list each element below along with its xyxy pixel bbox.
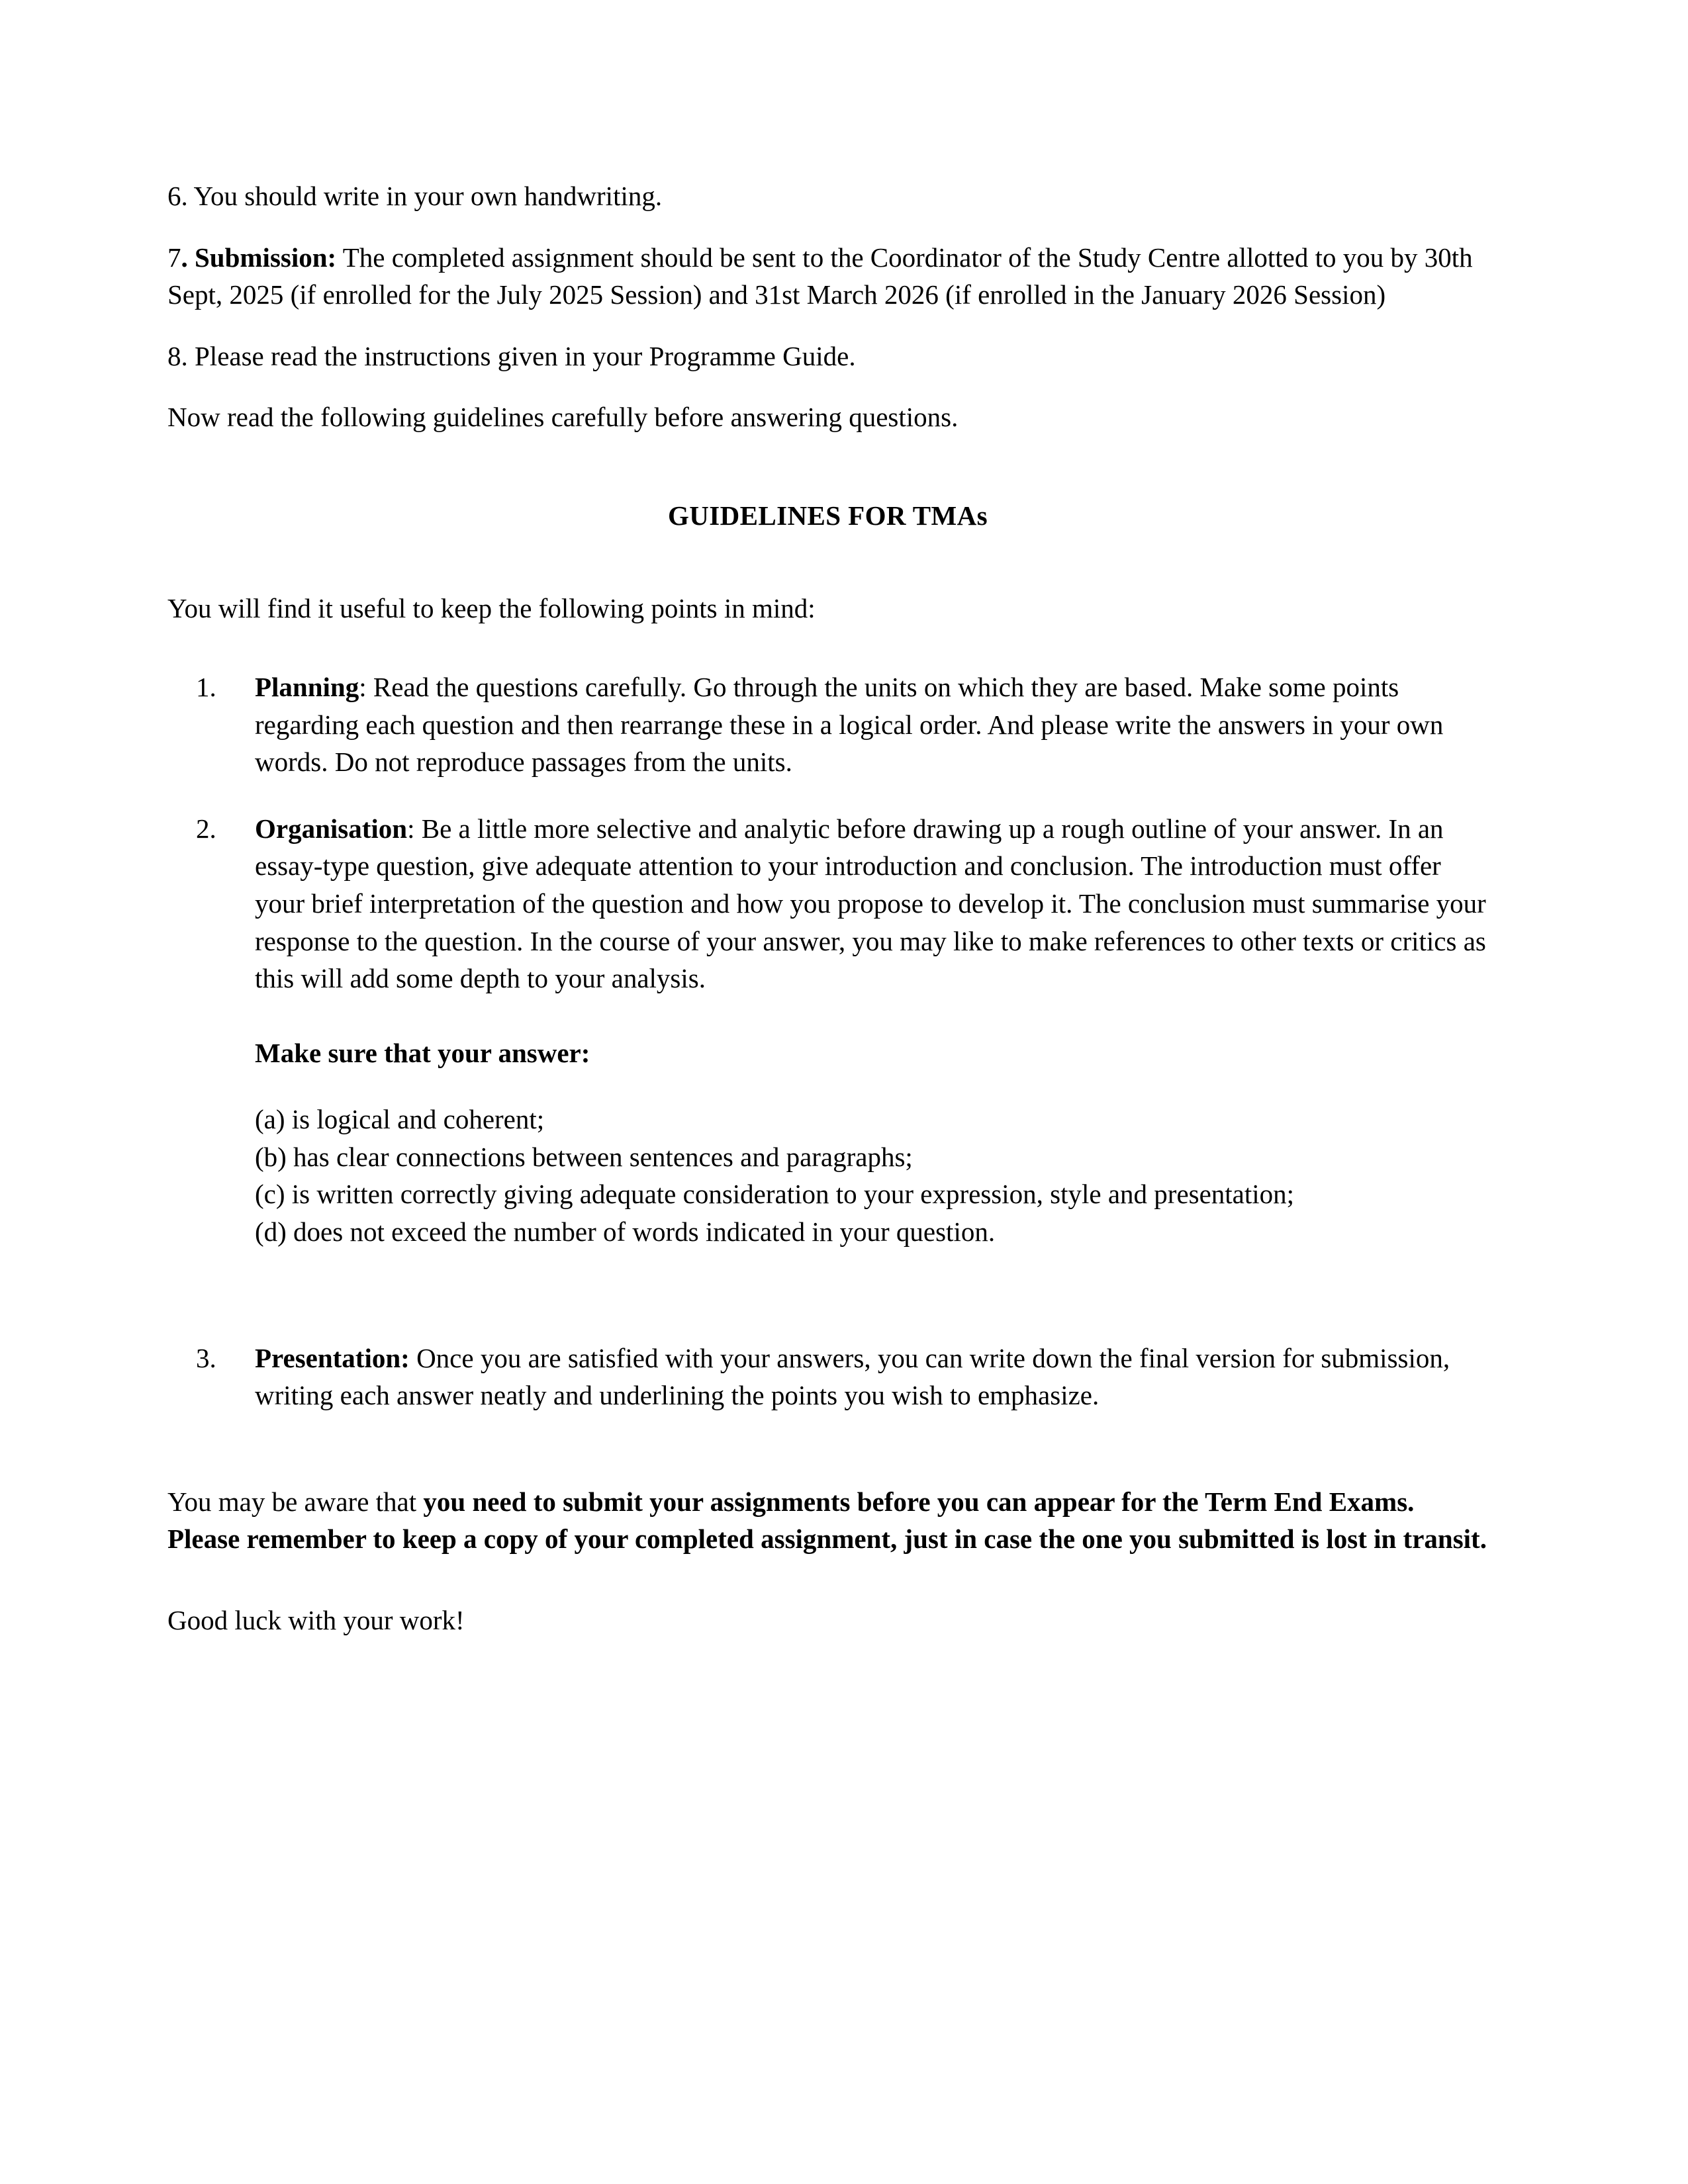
heading-spacer (167, 477, 1488, 497)
guideline-item-organisation (223, 810, 1488, 1310)
answer-criterion-a: (a) is logical and coherent; (255, 1104, 545, 1135)
guideline-planning-paragraph (255, 668, 1488, 781)
guideline-presentation-body: Once you are satisfied with your answers, you can write down the final version for submission, writing each answer neatly and underlining the points you wish to emphasize. (255, 1342, 1450, 1411)
answer-criterion-c: (c) is written correctly giving adequate consideration to your expression, style and presentation; (255, 1179, 1295, 1210)
guideline-organisation-label: Organisation (255, 813, 408, 844)
guideline-planning-label: Planning (255, 672, 359, 703)
item-7-body: The completed assignment should be sent to the Coordinator of the Study Centre allotted to you by 30th Sept, 2025 (if enrolled for the July 2025 Session) and 31st March 2026 (if enrolled in the January 2026 Session) (167, 242, 1473, 310)
pre-goodluck-spacer (167, 1582, 1488, 1602)
guideline-presentation-separator (410, 1343, 416, 1373)
guideline-organisation-separator: : (407, 813, 422, 844)
item-7-lead-bold: . Submission: (181, 242, 337, 273)
instruction-item-8: 8. Please read the instructions given in your Programme Guide. (167, 340, 856, 371)
answer-criterion-b: (b) has clear connections between sentences and paragraphs; (255, 1141, 913, 1172)
closing-bold: you need to submit your assignments before you can appear for the Term End Exams. Please remember to keep a copy of your completed assignment, just in case the one you submitted is lost in transit. (167, 1486, 1487, 1555)
guideline-presentation-paragraph (255, 1340, 1488, 1414)
guideline-item-presentation (223, 1340, 1488, 1414)
post-criteria-spacer (255, 1251, 1488, 1310)
guideline-item-planning (223, 668, 1488, 781)
now-read-line: Now read the following guidelines carefully before answering questions. (167, 402, 959, 433)
page-title: GUIDELINES FOR TMAs (668, 500, 988, 531)
guidelines-list (167, 668, 1488, 1414)
intro-line: You will find it useful to keep the following points in mind: (167, 593, 816, 624)
guideline-planning-separator: : (359, 672, 373, 703)
pre-closing-spacer (167, 1443, 1488, 1483)
guideline-organisation-body: Be a little more selective and analytic before drawing up a rough outline of your answer. In an essay-type question, give adequate attention to your introduction and conclusion. The introduction must offer your brief interpretation of the question and how you propose to develop it. The conclusion must summarise your response to the question. In the course of your answer, you may like to make references to other texts or critics as this will add some depth to your analysis. (255, 813, 1486, 994)
instruction-item-6: 6. You should write in your own handwriting. (167, 181, 663, 211)
guideline-presentation-label: Presentation: (255, 1342, 410, 1373)
guideline-organisation-paragraph (255, 810, 1488, 997)
answer-criterion-d: (d) does not exceed the number of words indicated in your question. (255, 1216, 996, 1247)
good-luck-line: Good luck with your work! (167, 1604, 465, 1635)
closing-paragraph (167, 1483, 1488, 1558)
item-7-number: 7 (167, 242, 181, 273)
instruction-item-7 (167, 239, 1488, 314)
guideline-planning-body: Read the questions carefully. Go through the units on which they are based. Make some points regarding each question and then rearrange these in a logical order. And please write the answers in your own words. Do not reproduce passages from the units. (255, 672, 1444, 778)
document-body (167, 177, 1488, 1639)
make-sure-subheading: Make sure that your answer: (255, 1037, 590, 1068)
closing-lead: You may be aware that (167, 1486, 424, 1517)
